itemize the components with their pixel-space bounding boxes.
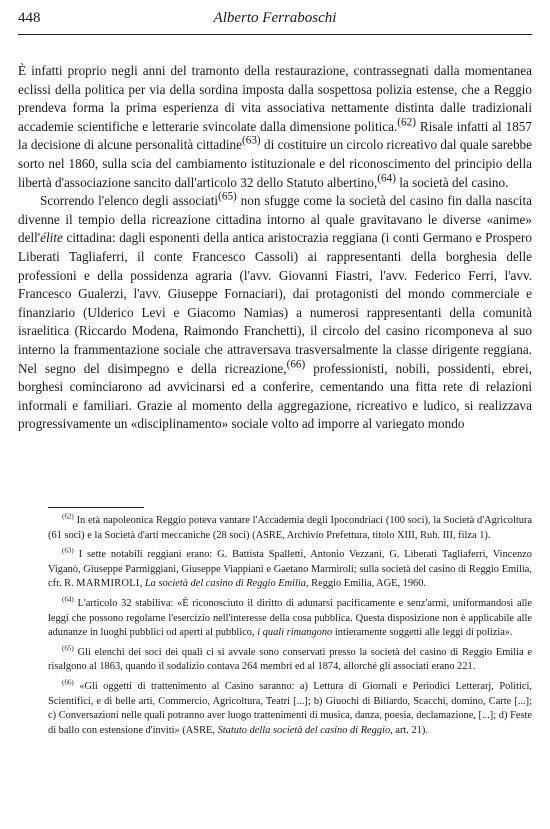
footnote-63-tail: , Reggio Emilia, AGE, 1960. <box>305 578 427 590</box>
footnote-66 <box>48 680 532 738</box>
footnote-ref-65[interactable]: (65) <box>218 190 237 203</box>
p1-text-1: È infatti proprio negli anni del tramonto della restaurazione, contrassegnati dalla momentanea eclissi della politica per via della sordina imposta dalla sospettosa polizia estense, che a Reggio prendeva forma la prima esperienza di vita associativa nettamente distinta dalle tradizionali accademie scientifiche e letterarie svincolate dalla dimensione politica. <box>18 63 532 134</box>
footnote-separator <box>48 507 144 508</box>
footnote-65 <box>48 646 532 675</box>
footnotes <box>48 514 532 743</box>
page-number: 448 <box>18 10 41 26</box>
footnote-66-text-1: «Gli oggetti di trattenimento al Casino saranno: a) Lettura di Giornali e Periodici Letterarj, Politici, Scientifici, e di belle arti, Commercio, Agricoltura, Teatri [...]; b) Giuochi di Biliardo, Scacchi, domino, Carte [...]; c) Conversazioni nelle quali potranno aver luogo trattenimenti di musica, danza, poesia, declamazione, [...]; d) Feste di ballo con estensione d'inviti» (ASRE, <box>48 680 532 736</box>
header-rule <box>18 34 532 35</box>
footnote-64 <box>48 597 532 641</box>
footnote-66-text-2: , art. 21). <box>390 724 428 736</box>
p1-text-3: di costituire un circolo ricreativo dal quale sarebbe sorto nel 1860, sulla scia del cambiamento istituzionale e del riconoscimento del principio della libertà d'associazione sancito dall'articolo 32 dello Statuto albertino, <box>18 137 533 190</box>
footnote-62 <box>48 514 532 543</box>
footnote-marker-66: (66) <box>62 678 74 687</box>
paragraph-1 <box>18 62 532 192</box>
page-header <box>18 6 532 34</box>
p2-text-3: cittadina: dagli esponenti della antica aristocrazia reggiana (i conti Germano e Prospero Liberati Tagliaferri, il conte Francesco Cassoli) ai rappresentanti della borghesia delle professioni e della possidenza agraria (l'avv. Giovanni Fiastri, l'avv. Federico Ferri, l'avv. Francesco Gualerzi, l'avv. Giuseppe Fornaciari), dai protagonisti del mondo commerciale e finanziario (Ulderico Levi e Giacomo Namias) a numerosi rappresentanti della comunità israelitica (Riccardo Modena, Raimondo Franchetti), il circolo del casino ricomponeva al suo interno la frammentazione sociale che attraversava trasversalmente la classe dirigente reggiana. Nel segno del disimpegno e della ricreazione, <box>18 230 532 376</box>
footnote-63-author: MARMIROLI <box>76 578 140 590</box>
footnote-marker-63: (63) <box>62 546 74 555</box>
p2-elite-word: élite <box>40 230 63 246</box>
p1-text-4: la società del casino. <box>395 174 509 190</box>
p2-text-1: Scorrendo l'elenco degli associati <box>40 193 219 209</box>
footnote-marker-64: (64) <box>62 595 74 604</box>
footnote-66-title: Statuto della società del casino di Reggio <box>217 724 391 736</box>
footnote-63-title: La società del casino di Reggio Emilia <box>144 578 306 590</box>
footnote-ref-64[interactable]: (64) <box>377 172 396 185</box>
footnote-64-italic: i quali rimangono <box>257 627 333 639</box>
footnote-63 <box>48 548 532 592</box>
p2-text-2: non sfugge come la società del casino fin dalla nascita divenne il tempio della ricreazione cittadina intorno al quale gravitavano le diverse «anime» dell' <box>18 193 532 246</box>
paragraph-2 <box>18 192 532 434</box>
footnote-64-text-2: intieramente soggetti alle leggi di polizia». <box>332 627 513 639</box>
footnote-62-text: In età napoleonica Reggio poteva vantare l'Accademia degli Ipocondriaci (100 soci), la Società d'Agricoltura (61 soci) e la Società d'arti meccaniche (28 soci) (ASRE, Archivio Prefettura, titolo XIII, Rub. III, filza 1). <box>48 515 532 541</box>
p1-text-2: Risale infatti al 1857 la decisione di alcune personalità cittadine <box>18 118 532 153</box>
footnote-ref-63[interactable]: (63) <box>241 134 261 147</box>
footnote-63-sep: , <box>139 578 145 590</box>
footnote-marker-65: (65) <box>62 644 74 653</box>
footnote-ref-62[interactable]: (62) <box>397 116 416 129</box>
footnote-65-text: Gli elenchi dei soci dei quali ci si avvale sono conservati presso la società del casino di Reggio Emilia e risalgono al 1863, quando il sodalizio contava 264 membri ed al 1874, allorché gli associati erano 221. <box>48 646 532 673</box>
p2-text-4: professionisti, nobili, possidenti, ebrei, borghesi cominciarono ad avvicinarsi ed a conferire, cementando una fitta rete di relazioni informali e familiari. Grazie al momento della aggregazione, ricreativo e ludico, si realizzava progressivamente un «disciplinamento» sociale volto ad imporre al variegato mondo <box>18 360 532 432</box>
footnote-63-text: I sette notabili reggiani erano: G. Battista Spalletti, Antonio Vezzani, G. Liberati Tagliaferri, Vincenzo Viganò, Giuseppe Parmiggiani, Giuseppe Viappiani e Gaetano Marmiroli; sulla società del casino di Reggio Emilia, cfr. R. <box>48 549 532 590</box>
body-text <box>18 62 532 434</box>
footnote-marker-62: (62) <box>62 512 74 521</box>
footnote-64-text-1: L'articolo 32 stabiliva: «È riconosciuto il diritto di adunarsi pacificamente e senz'armi, uniformandosi alle leggi che possono regolarne l'esercizio nell'interesse della cosa pubblica. Questa disposizione non è applicabile alle adunanze in luoghi pubblici od aperti al pubblico, <box>48 597 532 639</box>
footnote-ref-66[interactable]: (66) <box>286 358 306 371</box>
running-title: Alberto Ferraboschi <box>213 10 337 26</box>
